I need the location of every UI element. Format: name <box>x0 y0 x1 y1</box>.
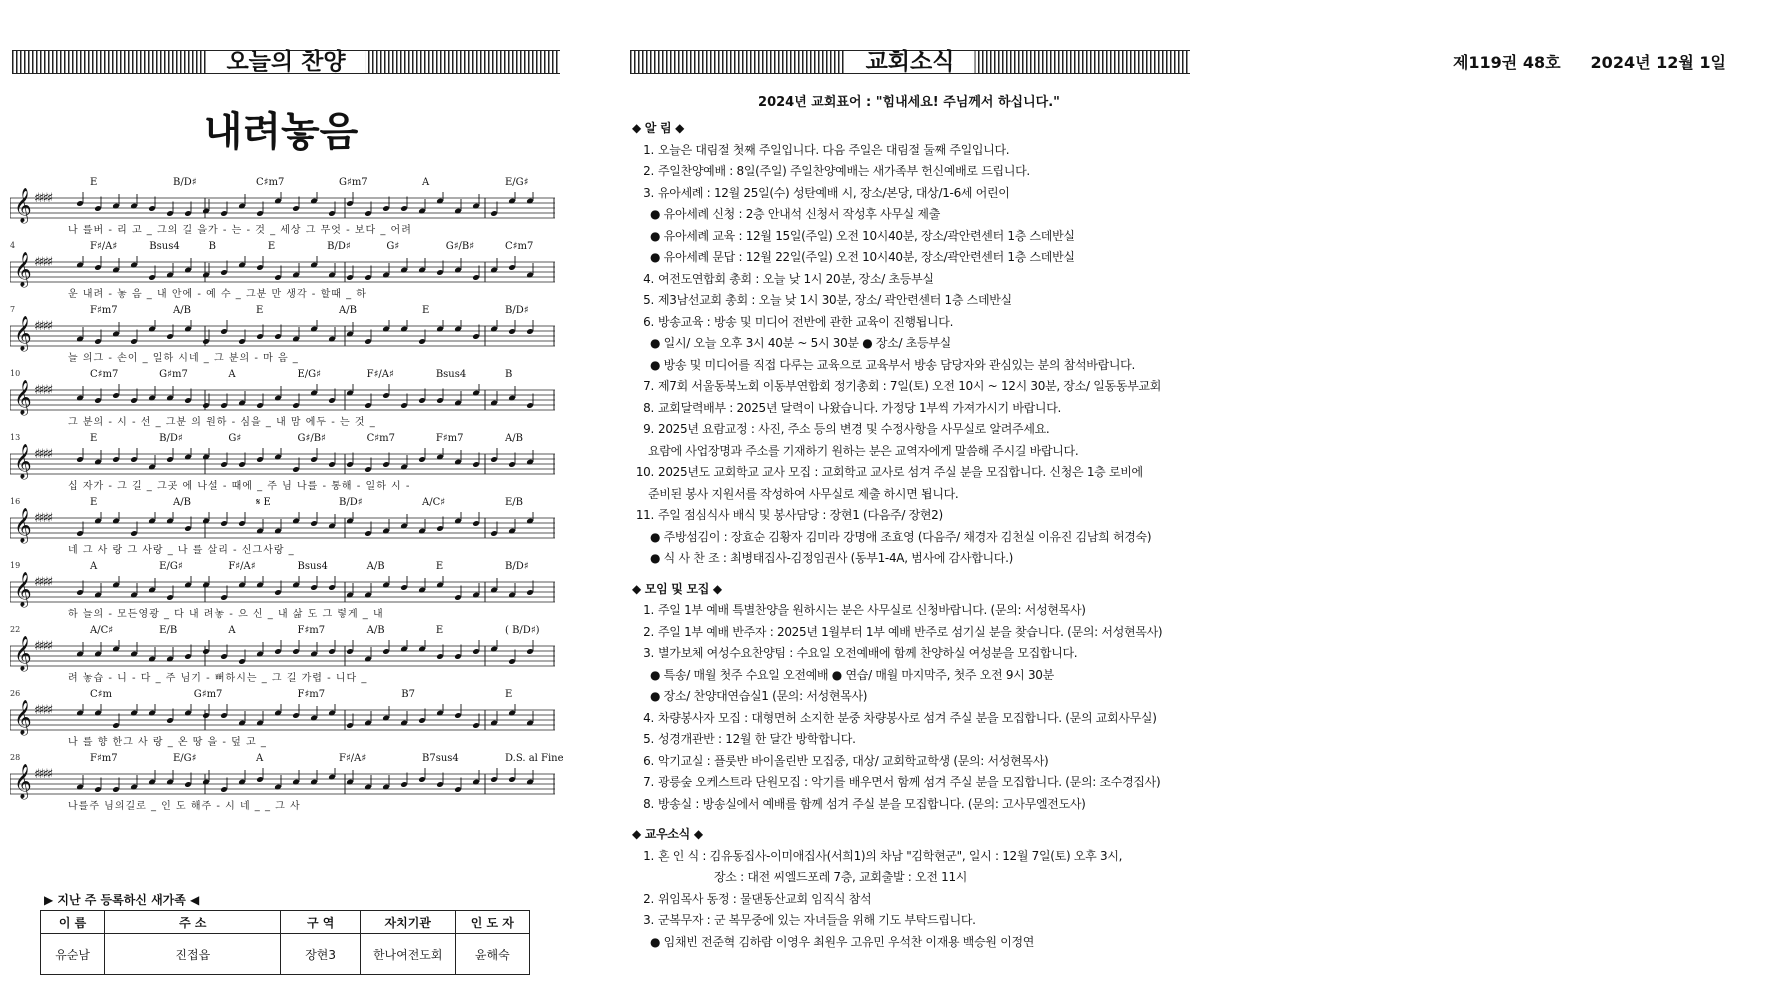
chord-symbol: A/B <box>339 305 357 316</box>
chord-symbol: A/B <box>366 561 385 572</box>
chord-symbol: E <box>422 305 430 316</box>
item-number: 6. <box>643 314 654 329</box>
staff <box>10 764 555 800</box>
chord-symbol: A <box>228 625 236 636</box>
issue-date: 2024년 12월 1일 <box>1590 53 1726 72</box>
item-text: ● 유아세례 신청 : 2층 안내석 신청서 작성후 사무실 제출 <box>650 207 941 221</box>
chord-symbol: B/D♯ <box>339 497 363 508</box>
registration-header-row <box>41 911 530 934</box>
news-subitem <box>628 441 1198 463</box>
chord-symbol: C♯m7 <box>90 369 119 380</box>
treble-clef-icon: 𝄞 <box>14 444 32 479</box>
news-subitem <box>628 932 1198 954</box>
treble-clef-icon: 𝄞 <box>14 508 32 543</box>
registration-header-cell: 주 소 <box>105 911 281 934</box>
item-text: 차량봉사자 모집 : 대형면허 소지한 분중 차량봉사로 섬겨 주실 분을 모집합니다. (문의 교회사무실) <box>658 710 1157 725</box>
lyric-line: 나를주 님의길로 _ 인 도 해주 - 시 네 _ _ 그 사 <box>68 801 301 812</box>
measure-number: 4 <box>10 241 16 250</box>
section-title-members: ◆ 교우소식 ◆ <box>632 827 703 841</box>
news-subitem <box>628 548 1198 570</box>
key-signature-icon: ♯♯♯♯ <box>34 575 52 590</box>
item-number: 5. <box>643 732 654 746</box>
item-number: 2. <box>643 891 654 906</box>
news-subitem <box>628 665 1198 687</box>
item-text: 별가보체 여성수요찬양팀 : 수요일 오전예배에 함께 찬양하실 여성분을 모집합니다. <box>658 646 1078 660</box>
lyric-line: 나 를 향 한그 사 랑 _ 온 땅 을 - 덮 고 _ <box>68 737 267 748</box>
item-number: 5. <box>643 293 654 307</box>
lyric-line: 려 놓습 - 니 - 다 _ 주 님기 - 뻐하시는 _ 그 길 가렵 - 니다 _ <box>68 673 368 684</box>
chord-symbol: A <box>256 753 264 764</box>
item-text: ● 일시/ 오늘 오후 3시 40분 ~ 5시 30분 ● 장소/ 초등부실 <box>650 336 951 350</box>
chord-symbol: F♯/A♯ <box>339 753 367 764</box>
chord-symbol: B <box>208 241 216 252</box>
measure-number: 10 <box>10 369 21 378</box>
measure-number: 13 <box>10 433 21 442</box>
treble-clef-icon: 𝄞 <box>14 380 32 415</box>
item-number: 7. <box>643 775 654 789</box>
section-title-gatherings: ◆ 모임 및 모집 ◆ <box>632 581 722 596</box>
chord-symbol: E <box>267 241 276 252</box>
chord-symbol: 𝄋 E <box>256 497 271 508</box>
item-number: 8. <box>643 796 654 811</box>
registration-cell: 유순남 <box>41 934 105 975</box>
item-text: 혼 인 식 : 김유동집사-이미애집사(서희1)의 차남 "김학현군", 일시 : 12월 7일(토) 오후 3시, <box>658 848 1123 863</box>
chord-symbol: E/G♯ <box>173 753 197 764</box>
item-number: 4. <box>643 710 654 725</box>
chord-symbol: E <box>90 177 98 188</box>
chord-symbol: F♯m7 <box>435 433 464 444</box>
item-text: 주일 1부 예배 반주자 : 2025년 1월부터 1부 예배 반주로 섬기실 분을 찾습니다. (문의: 서성현목사) <box>658 624 1163 639</box>
item-text: 광릉숲 오케스트라 단원모집 : 악기를 배우면서 함께 섬겨 주실 분을 모집합니다. (문의: 조수경집사) <box>658 775 1161 789</box>
chord-symbol: F♯m7 <box>297 689 326 700</box>
lyric-line: 하 늘의 - 모든영광 _ 다 내 려놓 - 으 신 _ 내 삶 도 그 렇게 _ 내 <box>68 609 384 620</box>
news-subitem <box>628 527 1198 549</box>
chord-symbol: F♯/A♯ <box>228 561 256 572</box>
news-item <box>628 140 1198 162</box>
measure-number: 22 <box>10 625 21 634</box>
chord-symbol: F♯m7 <box>90 305 118 316</box>
chord-symbol: C♯m7 <box>366 433 395 444</box>
news-item <box>628 622 1198 644</box>
key-signature-icon: ♯♯♯♯ <box>34 383 52 398</box>
chord-symbol: G♯m7 <box>193 689 223 700</box>
issue-volume: 제119권 48호 <box>1452 53 1561 72</box>
chord-symbol: E/G♯ <box>297 369 321 380</box>
news-item <box>628 505 1198 527</box>
treble-clef-icon: 𝄞 <box>14 764 32 799</box>
chord-symbol: B <box>505 369 513 380</box>
chord-symbol: E <box>90 433 98 444</box>
news-item <box>628 846 1198 868</box>
music-system <box>10 177 555 241</box>
chord-symbol: A/B <box>366 625 385 636</box>
item-text: 주일찬양예배 : 8일(주일) 주일찬양예배는 새가족부 헌신예배로 드립니다. <box>658 164 1030 178</box>
chord-symbol: A <box>422 177 430 188</box>
news-item <box>628 708 1198 730</box>
right-header-title: 교회소식 <box>846 51 975 73</box>
item-number: 11. <box>635 508 654 522</box>
item-text: 교회달력배부 : 2025년 달력이 나왔습니다. 가정당 1부씩 가져가시기 바랍니다. <box>658 400 1062 415</box>
item-text: ● 식 사 찬 조 : 최병태집사-김정임권사 (동부1-4A, 범사에 감사합니다.) <box>650 551 1013 565</box>
item-number: 3. <box>643 646 654 660</box>
news-subitem <box>628 355 1198 377</box>
item-text: 2025년도 교회학교 교사 모집 : 교회학교 교사로 섬겨 주실 분을 모집합니다. 신청은 1층 로비에 <box>658 465 1143 479</box>
staff <box>10 700 555 736</box>
item-number: 4. <box>643 271 654 286</box>
chord-row <box>10 625 555 640</box>
item-text: 2025년 요람교정 : 사진, 주소 등의 변경 및 수정사항을 사무실로 알려주세요. <box>658 422 1050 436</box>
chord-symbol: A/C♯ <box>422 497 446 508</box>
treble-clef-icon: 𝄞 <box>14 636 32 671</box>
chord-symbol: E <box>435 561 444 572</box>
item-text: 주일 점심식사 배식 및 봉사담당 : 장현1 (다음주/ 장현2) <box>658 508 943 522</box>
chord-symbol: A <box>228 369 236 380</box>
key-signature-icon: ♯♯♯♯ <box>34 511 52 526</box>
chord-symbol: G♯ <box>386 241 400 252</box>
measure-number: 28 <box>10 753 21 762</box>
chord-row <box>10 497 555 512</box>
news-item <box>628 398 1198 420</box>
item-text: 방송교육 : 방송 및 미디어 전반에 관한 교육이 진행됩니다. <box>658 314 954 329</box>
item-text: 군복무자 : 군 복무중에 있는 자녀들을 위해 기도 부탁드립니다. <box>658 913 976 927</box>
news-item <box>628 462 1198 484</box>
news-subitem <box>628 226 1198 248</box>
chord-row <box>10 689 555 704</box>
chord-row <box>10 753 564 768</box>
chord-symbol: A <box>90 561 98 572</box>
chord-symbol: E/G♯ <box>505 177 529 188</box>
item-text: 위임목사 동정 : 물댄동산교회 임직식 참석 <box>658 891 872 906</box>
chord-row <box>10 433 555 448</box>
news-item <box>628 910 1198 932</box>
chord-symbol: E/B <box>159 625 178 636</box>
music-system <box>10 433 555 497</box>
chord-row <box>10 241 555 256</box>
treble-clef-icon: 𝄞 <box>14 252 32 287</box>
item-number: 1. <box>643 848 654 863</box>
news-item <box>628 729 1198 751</box>
item-text: 성경개관반 : 12월 한 달간 방학합니다. <box>658 732 856 746</box>
chord-symbol: A/B <box>173 497 191 508</box>
news-item <box>628 376 1198 398</box>
item-number: 1. <box>643 142 654 157</box>
church-motto: 2024년 교회표어 : "힘내세요! 주님께서 하십니다." <box>758 95 1060 110</box>
chord-symbol: F♯m7 <box>90 753 118 764</box>
chord-symbol: A/B <box>505 433 523 444</box>
chord-symbol: F♯m7 <box>297 625 326 636</box>
chord-symbol: ( B/D♯) <box>505 625 540 636</box>
lyric-line: 나 를버 - 리 고 _ 그의 길 을가 - 는 - 것 _ 세상 그 무엇 - 보다 _ 어려 <box>68 225 412 236</box>
chord-symbol: E <box>256 305 264 316</box>
item-number: 7. <box>643 379 654 393</box>
chord-symbol: E <box>90 497 98 508</box>
item-number: 2. <box>643 624 654 639</box>
chord-symbol: B/D♯ <box>327 241 351 252</box>
chord-symbol: G♯m7 <box>339 177 368 188</box>
news-subitem <box>628 686 1198 708</box>
chord-symbol: E <box>435 625 444 636</box>
staff <box>10 444 555 480</box>
lyric-line: 그 분의 - 시 - 선 _ 그분 의 원하 - 심을 _ 내 맘 에두 - 는 것 _ <box>68 417 376 428</box>
registration-title: ▶ 지난 주 등록하신 새가족 ◀ <box>44 893 200 907</box>
registration-cell: 한나여전도회 <box>360 934 455 975</box>
key-signature-icon: ♯♯♯♯ <box>34 255 52 270</box>
chord-symbol: F♯/A♯ <box>366 369 394 380</box>
item-number: 2. <box>643 164 654 178</box>
item-text: ● 유아세례 교육 : 12월 15일(주일) 오전 10시40분, 장소/곽안련센터 1층 스데반실 <box>650 228 1075 243</box>
staff <box>10 188 555 224</box>
chord-row <box>10 177 555 192</box>
item-text: 유아세례 : 12월 25일(수) 성탄예배 시, 장소/본당, 대상/1-6세 어린이 <box>658 185 1010 200</box>
registration-table <box>40 910 530 975</box>
staff <box>10 572 555 608</box>
staff <box>10 508 555 544</box>
chord-row <box>10 305 555 320</box>
item-text: 악기교실 : 플룻반 바이올린반 모집중, 대상/ 교회학교학생 (문의: 서성현목사) <box>658 753 1049 768</box>
registration-header-cell: 구 역 <box>281 911 360 934</box>
item-text: ● 방송 및 미디어를 직접 다루는 교육으로 교육부서 방송 담당자와 관심있는 분의 참석바랍니다. <box>650 357 1135 372</box>
chord-symbol: E/G♯ <box>159 561 183 572</box>
item-number: 3. <box>643 185 654 200</box>
item-text: ● 주방섬김이 : 장효순 김황자 김미라 강명애 조효영 (다음주/ 채경자 김천실 이유진 김남희 허경숙) <box>650 529 1152 544</box>
left-header-bar <box>12 50 560 74</box>
lyric-line: 네 그 사 랑 그 사랑 _ 나 를 살리 - 신그사랑 _ <box>68 545 295 556</box>
item-number: 9. <box>643 422 654 436</box>
lyric-line: 늘 의그 - 손이 _ 일하 시네 _ 그 분의 - 마 음 _ <box>68 353 299 364</box>
lyric-line: 운 내려 - 놓 음 _ 내 안에 - 예 수 _ 그분 만 생각 - 할때 _ 하 <box>68 289 367 300</box>
chord-symbol: A/C♯ <box>90 625 114 636</box>
measure-number: 19 <box>10 561 21 570</box>
chord-symbol: G♯ <box>228 433 242 444</box>
news-item <box>628 161 1198 183</box>
item-text: 장소 : 대전 씨엘드포레 7층, 교회출발 : 오전 11시 <box>714 870 968 884</box>
music-system <box>10 497 555 561</box>
news-item <box>628 751 1198 773</box>
measure-number: 16 <box>10 497 21 506</box>
key-signature-icon: ♯♯♯♯ <box>34 767 52 782</box>
item-text: 오늘은 대림절 첫째 주일입니다. 다음 주일은 대림절 둘째 주일입니다. <box>658 142 1010 157</box>
treble-clef-icon: 𝄞 <box>14 572 32 607</box>
item-text: ● 유아세례 문답 : 12월 22일(주일) 오전 10시40분, 장소/곽안련센터 1층 스데반실 <box>650 250 1075 264</box>
chord-row <box>10 561 555 576</box>
lyric-line: 십 자가 - 그 길 _ 그곳 에 나설 - 때에 _ 주 님 나를 - 통해 - 일하 시 - <box>68 481 411 492</box>
chord-symbol: G♯/B♯ <box>297 433 326 444</box>
chord-symbol: Bsus4 <box>149 241 180 252</box>
item-number: 8. <box>643 400 654 415</box>
item-text: 제7회 서울동북노회 이동부연합회 정기총회 : 7일(토) 오전 10시 ~ 12시 30분, 장소/ 일동동부교회 <box>658 379 1162 393</box>
news-item <box>628 290 1198 312</box>
key-signature-icon: ♯♯♯♯ <box>34 447 52 462</box>
item-text: ● 장소/ 찬양대연습실1 (문의: 서성현목사) <box>650 689 868 703</box>
chord-symbol: A/B <box>173 305 191 316</box>
treble-clef-icon: 𝄞 <box>14 700 32 735</box>
music-system <box>10 561 555 625</box>
music-system <box>10 241 555 305</box>
left-header-title: 오늘의 찬양 <box>206 51 365 73</box>
news-item <box>628 269 1198 291</box>
item-text: 방송실 : 방송실에서 예배를 함께 섬겨 주실 분을 모집합니다. (문의: 고사무엘전도사) <box>658 796 1086 811</box>
right-header-bar <box>630 50 1190 74</box>
registration-header-cell: 이 름 <box>41 911 105 934</box>
chord-symbol: G♯/B♯ <box>445 241 475 252</box>
chord-symbol: C♯m7 <box>505 241 534 252</box>
music-system <box>10 369 555 433</box>
chord-symbol: Bsus4 <box>435 369 467 380</box>
chord-symbol: B/D♯ <box>173 177 197 188</box>
chord-row <box>10 369 555 384</box>
news-item <box>628 889 1198 911</box>
news-item <box>628 600 1198 622</box>
key-signature-icon: ♯♯♯♯ <box>34 703 52 718</box>
chord-symbol: B/D♯ <box>505 561 529 572</box>
news-item <box>628 419 1198 441</box>
chord-symbol: D.S. al Fine <box>505 753 564 764</box>
chord-symbol: Bsus4 <box>297 561 328 572</box>
chord-symbol: G♯m7 <box>159 369 188 380</box>
song-title: 내려놓음 <box>203 109 359 155</box>
music-system <box>10 753 564 817</box>
chord-symbol: B/D♯ <box>159 433 183 444</box>
item-text: 주일 1부 예배 특별찬양을 원하시는 분은 사무실로 신청바랍니다. (문의: 서성현목사) <box>658 603 1086 617</box>
news-item <box>628 794 1198 816</box>
news-subitem <box>628 333 1198 355</box>
item-text: 준비된 봉사 지원서를 작성하여 사무실로 제출 하시면 됩니다. <box>648 486 959 501</box>
treble-clef-icon: 𝄞 <box>14 316 32 351</box>
staff <box>10 380 555 416</box>
music-system <box>10 305 555 369</box>
item-text: 여전도연합회 총회 : 오늘 낮 1시 20분, 장소/ 초등부실 <box>658 271 934 286</box>
registration-header-cell: 자치기관 <box>360 911 455 934</box>
key-signature-icon: ♯♯♯♯ <box>34 191 52 206</box>
news-subitem <box>628 867 1198 889</box>
church-news <box>628 118 1198 953</box>
item-text: ● 임채빈 전준혁 김하람 이영우 최원우 고유민 우석찬 이재용 백승원 이정연 <box>650 934 1035 949</box>
registration-cell: 윤해숙 <box>455 934 529 975</box>
chord-symbol: C♯m <box>90 689 112 700</box>
chord-symbol: F♯/A♯ <box>90 241 118 252</box>
chord-symbol: B7 <box>401 689 415 700</box>
registration-header-cell: 인 도 자 <box>455 911 529 934</box>
chord-symbol: B7sus4 <box>422 753 459 764</box>
issue-info <box>1453 50 1726 73</box>
key-signature-icon: ♯♯♯♯ <box>34 639 52 654</box>
item-text: ● 특송/ 매월 첫주 수요일 오전예배 ● 연습/ 매월 마지막주, 첫주 오전 9시 30분 <box>650 667 1054 682</box>
music-system <box>10 689 555 753</box>
chord-symbol: C♯m7 <box>256 177 285 188</box>
item-number: 6. <box>643 753 654 768</box>
staff <box>10 636 555 672</box>
chord-symbol: E/B <box>505 497 524 508</box>
staff <box>10 316 555 352</box>
item-text: 요람에 사업장명과 주소를 기재하기 원하는 분은 교역자에게 말씀해 주시길 바랍니다. <box>648 443 1079 458</box>
chord-symbol: B/D♯ <box>505 305 529 316</box>
registration-cell: 진접읍 <box>105 934 281 975</box>
news-item <box>628 643 1198 665</box>
section-title-notices: ◆ 알 림 ◆ <box>632 121 685 135</box>
measure-number: 7 <box>10 305 16 314</box>
staff <box>10 252 555 288</box>
item-number: 3. <box>643 913 654 927</box>
news-subitem <box>628 484 1198 506</box>
music-system <box>10 625 555 689</box>
registration-cell: 장현3 <box>281 934 360 975</box>
item-number: 1. <box>643 603 654 617</box>
item-text: 제3남선교회 총회 : 오늘 낮 1시 30분, 장소/ 곽안련센터 1층 스데반실 <box>658 293 1012 307</box>
news-subitem <box>628 247 1198 269</box>
item-number: 10. <box>635 465 654 479</box>
news-item <box>628 772 1198 794</box>
key-signature-icon: ♯♯♯♯ <box>34 319 52 334</box>
news-item <box>628 312 1198 334</box>
measure-number: 26 <box>10 689 21 698</box>
sheet-music <box>10 177 564 817</box>
table-row <box>41 934 530 975</box>
news-subitem <box>628 204 1198 226</box>
chord-symbol: E <box>505 689 513 700</box>
treble-clef-icon: 𝄞 <box>14 188 32 223</box>
news-item <box>628 183 1198 205</box>
